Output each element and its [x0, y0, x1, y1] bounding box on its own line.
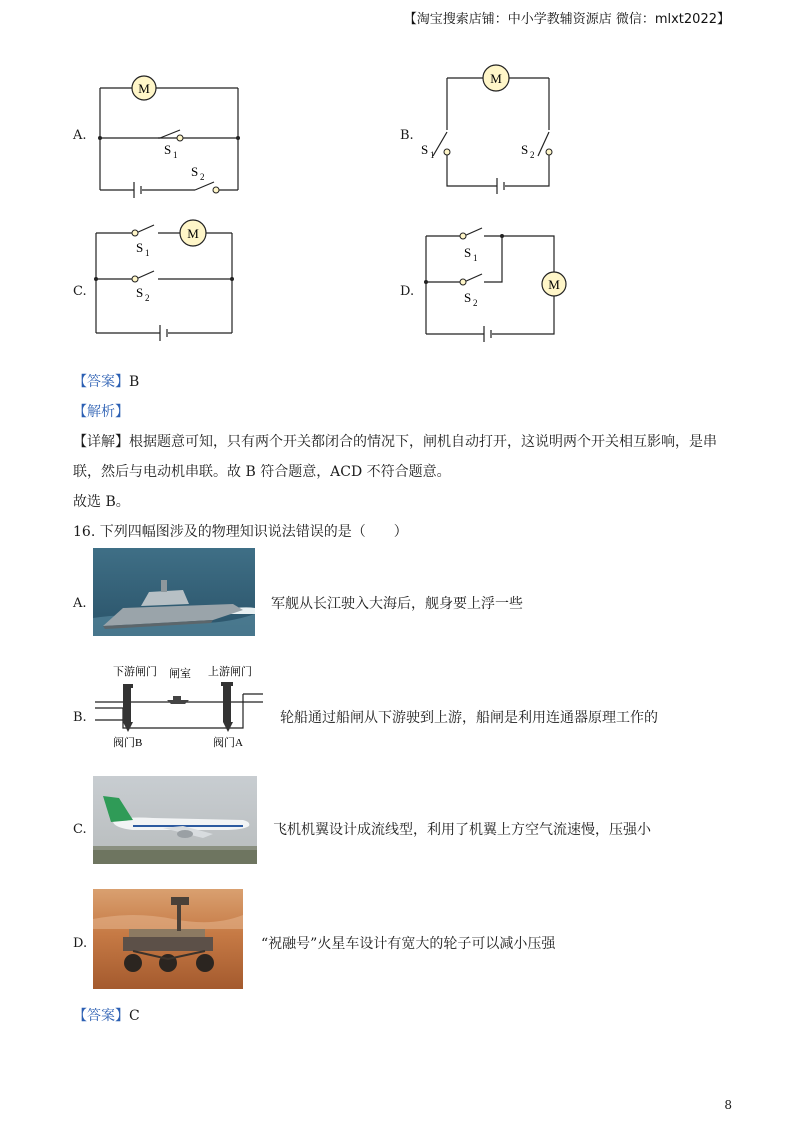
circuit-a-diagram [90, 70, 250, 200]
s2-subscript: 2 [530, 150, 535, 160]
s2-label: S [136, 285, 144, 300]
airplane-photo [93, 776, 257, 864]
detail-paragraph [73, 432, 733, 452]
motor-label: M [490, 71, 502, 86]
s1-subscript: 1 [173, 150, 178, 160]
ship-lock-diagram [93, 660, 265, 750]
q16-option-d-letter: D. [73, 936, 88, 951]
answer-value: B [129, 374, 140, 390]
answer-tag: 【答案】 [73, 1008, 129, 1024]
upstream-gate-label: 上游闸门 [208, 666, 252, 678]
detail-tag: 【详解】 [73, 434, 129, 450]
answer-line-q16 [73, 1006, 140, 1026]
s1-label: S [464, 245, 472, 260]
motor-label: M [187, 226, 199, 241]
s2-label: S [191, 164, 199, 179]
warship-photo [93, 548, 255, 636]
option-d-letter: D. [400, 284, 415, 299]
option-a-letter: A. [73, 128, 87, 143]
option-b-letter: B. [400, 128, 414, 143]
circuit-d-diagram [418, 220, 578, 350]
valve-b-label: 阀门B [113, 737, 143, 749]
analysis-tag: 【解析】 [73, 404, 129, 420]
motor-label: M [548, 277, 560, 292]
q16-option-b-letter: B. [73, 710, 87, 725]
chamber-label: 闸室 [169, 668, 191, 680]
option-c-letter: C. [73, 284, 87, 299]
q16-option-c-text: 飞机机翼设计成流线型，利用了机翼上方空气流速慢，压强小 [273, 822, 651, 838]
downstream-gate-label: 下游闸门 [113, 666, 157, 678]
s1-subscript: 1 [145, 248, 150, 258]
answer-line-q15 [73, 372, 139, 392]
q16-option-b-text: 轮船通过船闸从下游驶到上游，船闸是利用连通器原理工作的 [280, 710, 658, 726]
mars-rover-photo [93, 889, 243, 989]
conclusion: 故选 B。 [73, 494, 130, 510]
q16-option-c-letter: C. [73, 822, 87, 837]
s1-subscript: 1 [430, 150, 435, 160]
q16-option-d-text: “祝融号”火星车设计有宽大的轮子可以减小压强 [261, 936, 556, 952]
q16-option-a-letter: A. [73, 596, 87, 611]
s1-label: S [136, 240, 144, 255]
page-number: 8 [724, 1098, 732, 1112]
motor-label: M [138, 81, 150, 96]
detail-line-2: 联，然后与电动机串联。故 B 符合题意，ACD 不符合题意。 [73, 464, 451, 480]
s2-subscript: 2 [473, 298, 478, 308]
header-note: 【淘宝搜索店铺：中小学教辅资源店 微信：mlxt2022】 [403, 12, 730, 27]
s2-label: S [521, 142, 529, 157]
answer-tag: 【答案】 [73, 374, 129, 390]
s2-subscript: 2 [200, 172, 205, 182]
circuit-b-diagram [415, 58, 575, 198]
question-number: 16. [73, 524, 96, 540]
detail-line-1: 根据题意可知，只有两个开关都闭合的情况下，闸机自动打开，这说明两个开关相互影响，是串 [129, 434, 717, 450]
question-16-stem [73, 522, 408, 542]
q16-option-a-text: 军舰从长江驶入大海后，舰身要上浮一些 [271, 596, 523, 612]
circuit-c-diagram [88, 215, 248, 350]
s2-subscript: 2 [145, 293, 150, 303]
s1-label: S [164, 142, 172, 157]
question-text: 下列四幅图涉及的物理知识说法错误的是（ ） [99, 524, 408, 540]
answer-value: C [129, 1008, 140, 1024]
s2-label: S [464, 290, 472, 305]
s1-subscript: 1 [473, 253, 478, 263]
valve-a-label: 阀门A [213, 737, 243, 749]
s1-label: S [421, 142, 429, 157]
